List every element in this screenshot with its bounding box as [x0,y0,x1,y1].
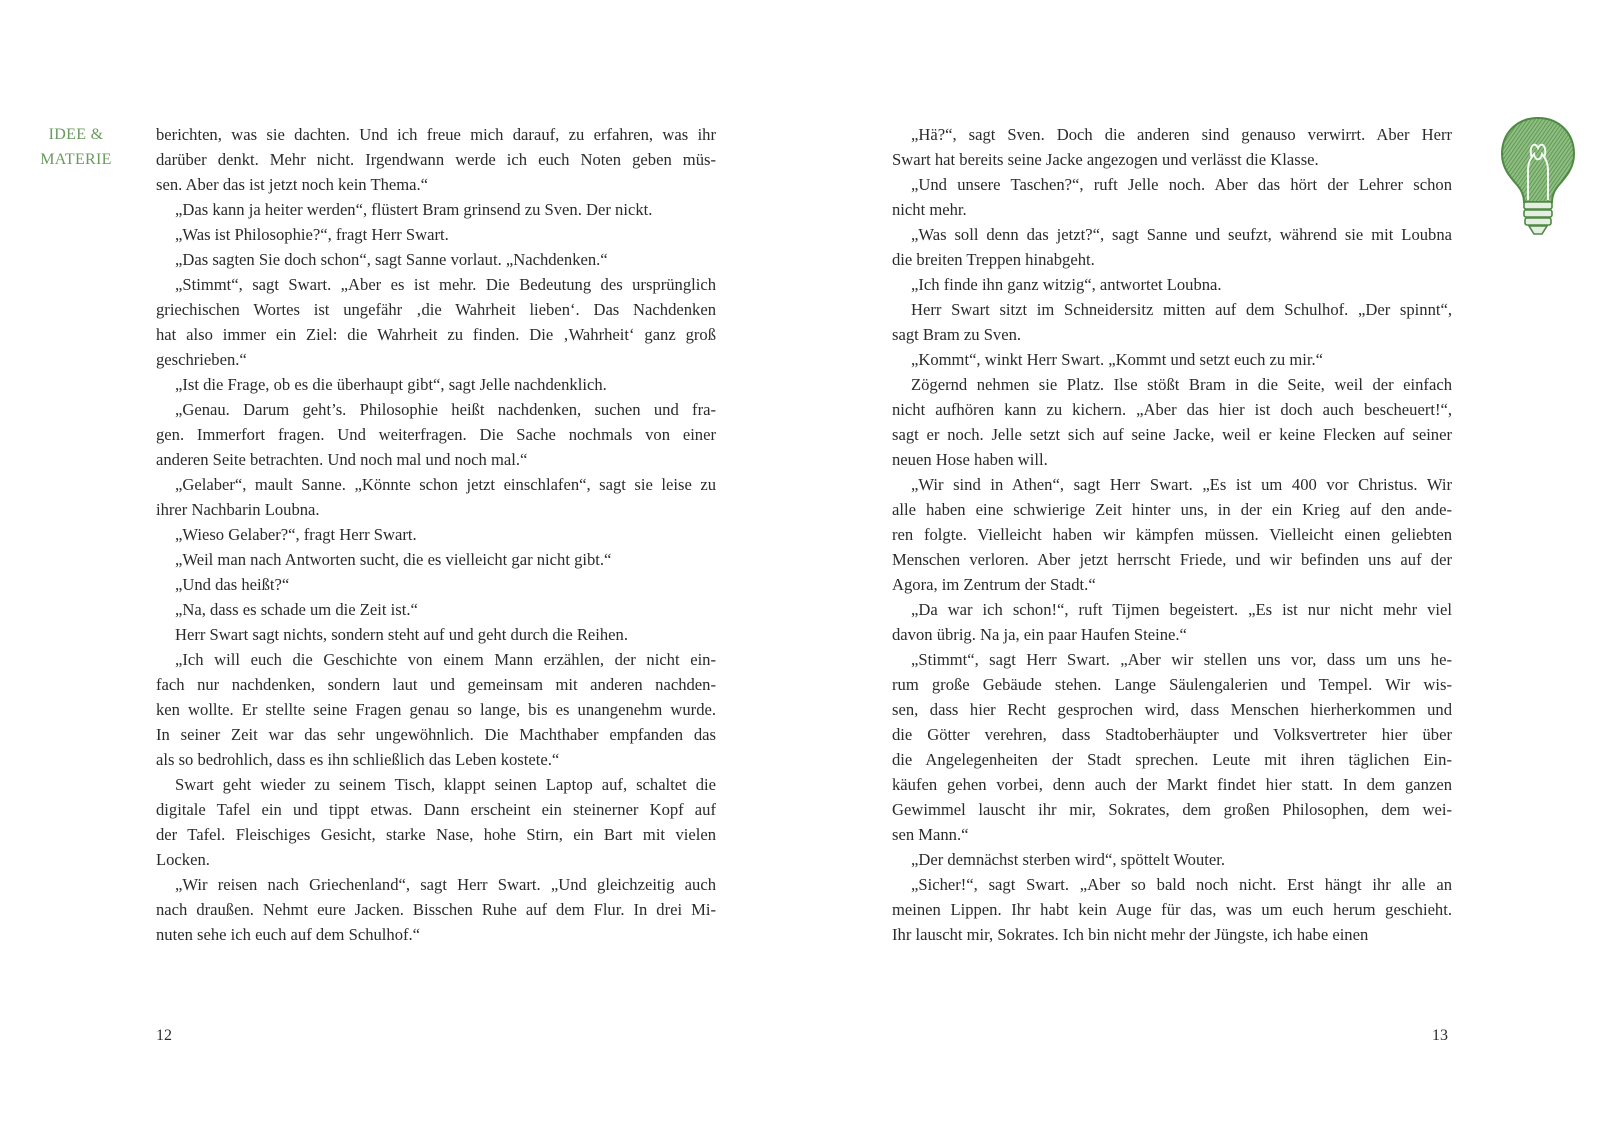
text-line: darüber denkt. Mehr nicht. Irgendwann werde ich euch Noten geben müs- [156,150,716,169]
text-line: Zögernd nehmen sie Platz. Ilse stößt Bram in die Seite, weil der einfach [911,375,1452,394]
text-line: nicht aufhören kann zu kichern. „Aber das hier ist doch auch bescheuert!“, [892,400,1452,419]
section-label-line-1: IDEE & [48,126,104,143]
text-line: sen. Aber das ist jetzt noch kein Thema.“ [156,175,429,194]
text-line: „Was soll denn das jetzt?“, sagt Sanne und seufzt, während sie mit Loubna [911,225,1452,244]
text-line: die Götter verehren, dass Stadtoberhäupter und Volksvertreter hier über [892,725,1452,744]
text-line: digitale Tafel ein und tippt etwas. Dann erscheint ein steinerner Kopf auf [156,800,716,819]
text-line: „Sicher!“, sagt Swart. „Aber so bald noch nicht. Erst hängt ihr alle an [911,875,1452,894]
section-label-line-2: MATERIE [40,151,112,168]
text-line: als so bedrohlich, dass es ihn schließlich das Leben kostete.“ [156,750,560,769]
text-line: Ihr lauscht mir, Sokrates. Ich bin nicht mehr der Jüngste, ich habe einen [892,925,1369,944]
text-line: „Wieso Gelaber?“, fragt Herr Swart. [175,525,417,544]
text-line: „Wir reisen nach Griechenland“, sagt Herr Swart. „Und gleichzeitig auch [175,875,716,894]
text-line: Swart hat bereits seine Jacke angezogen und verlässt die Klasse. [892,150,1319,169]
text-line: „Und das heißt?“ [175,575,290,594]
right-page-text [892,122,1452,947]
text-line: „Ist die Frage, ob es die überhaupt gibt“, sagt Jelle nachdenklich. [175,375,607,394]
text-line: „Der demnächst sterben wird“, spöttelt Wouter. [911,850,1226,869]
text-line: sagt er noch. Jelle setzt sich auf seine Jacke, weil er keine Flecken auf seiner [892,425,1452,444]
text-line: sen, dass hier Recht gesprochen wird, dass Menschen hierherkommen und [892,700,1452,719]
page-number-right: 13 [1432,1027,1448,1044]
text-line: hat also immer ein Ziel: die Wahrheit zu finden. Die ‚Wahrheit‘ ganz groß [156,325,716,344]
text-line: sen Mann.“ [892,825,969,844]
text-line: „Da war ich schon!“, ruft Tijmen begeistert. „Es ist nur nicht mehr viel [911,600,1452,619]
text-line: meinen Lippen. Ihr habt kein Auge für das, was um euch herum geschieht. [892,900,1452,919]
text-line: nuten sehe ich euch auf dem Schulhof.“ [156,925,421,944]
text-line: „Was ist Philosophie?“, fragt Herr Swart. [175,225,449,244]
text-line: „Wir sind in Athen“, sagt Herr Swart. „Es ist um 400 vor Christus. Wir [911,475,1452,494]
text-line: „Stimmt“, sagt Herr Swart. „Aber wir stellen uns vor, dass um uns he- [911,650,1452,669]
lightbulb-icon [1498,114,1578,244]
text-line: „Und unsere Taschen?“, ruft Jelle noch. Aber das hört der Lehrer schon [911,175,1452,194]
text-line: gen. Immerfort fragen. Und weiterfragen. Die Sache nochmals von einer [156,425,716,444]
text-line: anderen Seite betrachten. Und noch mal und noch mal.“ [156,450,528,469]
page-number-left: 12 [156,1027,172,1044]
text-line: davon übrig. Na ja, ein paar Haufen Steine.“ [892,625,1187,644]
text-line: alle haben eine schwierige Zeit hinter uns, in der ein Krieg auf den ande- [892,500,1452,519]
text-line: „Weil man nach Antworten sucht, die es vielleicht gar nicht gibt.“ [175,550,612,569]
text-line: „Ich finde ihn ganz witzig“, antwortet Loubna. [911,275,1222,294]
text-line: „Gelaber“, mault Sanne. „Könnte schon jetzt einschlafen“, sagt sie leise zu [175,475,716,494]
text-line: Locken. [156,850,210,869]
text-line: „Das kann ja heiter werden“, flüstert Bram grinsend zu Sven. Der nickt. [175,200,653,219]
text-line: die Angelegenheiten der Stadt sprechen. Leute mit ihren täglichen Ein- [892,750,1452,769]
text-line: Agora, im Zentrum der Stadt.“ [892,575,1096,594]
text-line: Swart geht wieder zu seinem Tisch, klappt seinen Laptop auf, schaltet die [175,775,716,794]
text-line: fach nur nachdenken, sondern laut und gemeinsam mit anderen nachden- [156,675,716,694]
text-line: käufen gehen vorbei, denn auch der Markt findet hier statt. In dem ganzen [892,775,1452,794]
text-line: nach draußen. Nehmt eure Jacken. Bisschen Ruhe auf dem Flur. In drei Mi- [156,900,716,919]
text-line: In seiner Zeit war das sehr ungewöhnlich. Die Machthaber empfanden das [156,725,716,744]
text-line: der Tafel. Fleischiges Gesicht, starke Nase, hohe Stirn, ein Bart mit vielen [156,825,716,844]
text-line: „Na, dass es schade um die Zeit ist.“ [175,600,418,619]
text-line: „Genau. Darum geht’s. Philosophie heißt nachdenken, suchen und fra- [175,400,716,419]
text-line: die breiten Treppen hinabgeht. [892,250,1095,269]
text-line: Herr Swart sitzt im Schneidersitz mitten auf dem Schulhof. „Der spinnt“, [911,300,1452,319]
text-line: griechischen Wortes ist ungefähr ‚die Wahrheit lieben‘. Das Nachdenken [156,300,716,319]
text-line: Herr Swart sagt nichts, sondern steht auf und geht durch die Reihen. [175,625,628,644]
text-line: neuen Hose haben will. [892,450,1048,469]
text-line: „Das sagten Sie doch schon“, sagt Sanne vorlaut. „Nachdenken.“ [175,250,608,269]
text-line: sagt Bram zu Sven. [892,325,1022,344]
section-label [30,122,122,172]
text-line: „Hä?“, sagt Sven. Doch die anderen sind genauso verwirrt. Aber Herr [911,125,1452,144]
text-line: „Stimmt“, sagt Swart. „Aber es ist mehr. Die Bedeutung des ursprünglich [175,275,716,294]
text-line: „Ich will euch die Geschichte von einem Mann erzählen, der nicht ein- [175,650,716,669]
text-line: berichten, was sie dachten. Und ich freue mich darauf, zu erfahren, was ihr [156,125,716,144]
text-line: Gewimmel lauscht ihr mir, Sokrates, dem großen Philosophen, dem wei- [892,800,1452,819]
text-line: „Kommt“, winkt Herr Swart. „Kommt und setzt euch zu mir.“ [911,350,1323,369]
left-page-text [156,122,716,947]
text-line: Menschen verloren. Aber jetzt herrscht Friede, und wir befinden uns auf der [892,550,1452,569]
text-line: ren folgte. Vielleicht haben wir kämpfen müssen. Vielleicht einen geliebten [892,525,1452,544]
text-line: geschrieben.“ [156,350,247,369]
text-line: nicht mehr. [892,200,967,219]
text-line: ihrer Nachbarin Loubna. [156,500,320,519]
text-line: ken wollte. Er stellte seine Fragen genau so lange, bis es unangenehm wurde. [156,700,716,719]
text-line: rum große Gebäude stehen. Lange Säulengalerien und Tempel. Wir wis- [892,675,1452,694]
